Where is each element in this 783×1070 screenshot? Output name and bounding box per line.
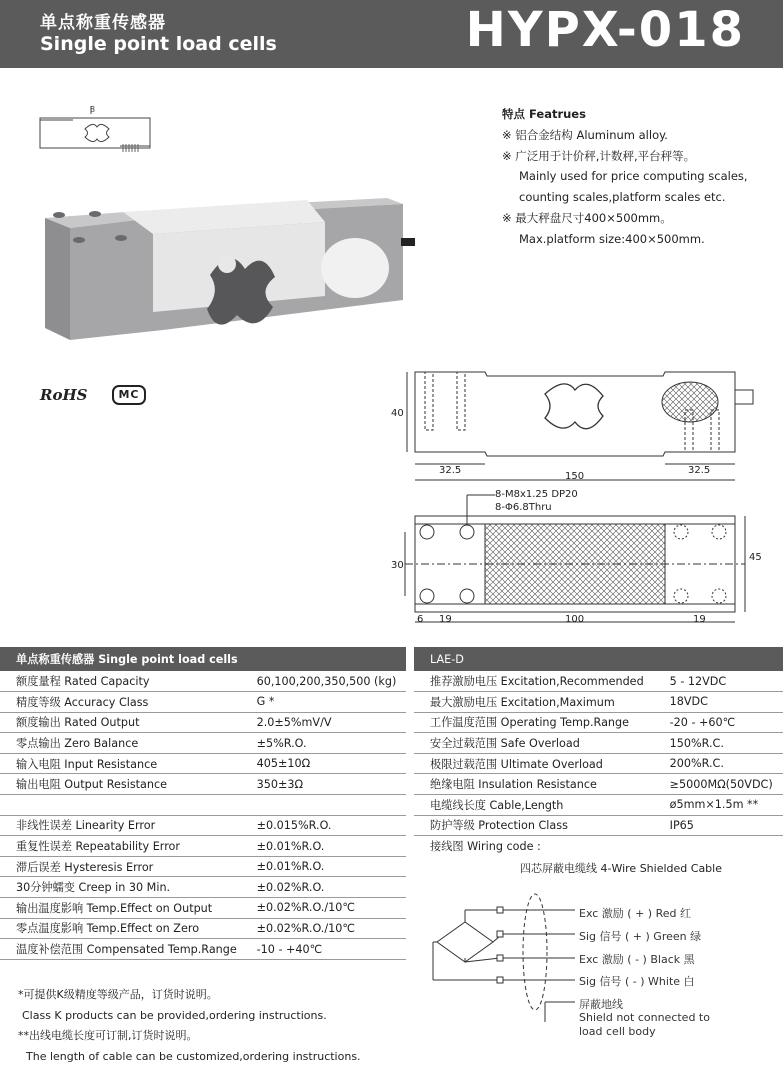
spec-label: 接线图 Wiring code : xyxy=(430,840,541,854)
spec-label: 零点输出 Zero Balance xyxy=(0,733,253,754)
table-row xyxy=(0,733,406,754)
table-row xyxy=(414,692,783,713)
spec-label: 重复性误差 Repeatability Error xyxy=(0,836,253,857)
table-row xyxy=(0,753,406,774)
spec-label: 安全过载范围 Safe Overload xyxy=(414,733,666,754)
spec-value xyxy=(253,795,406,816)
note-line: *可提供K级精度等级产品，订货时说明。 xyxy=(18,988,218,1001)
wire-sig-pos: Sig 信号 ( + ) Green 绿 xyxy=(579,930,702,943)
features-title: 特点 Featrues xyxy=(502,107,586,121)
dim-height: 40 xyxy=(391,408,404,419)
table-row xyxy=(414,753,783,774)
table-row xyxy=(0,712,406,733)
dim-bottom-6: 6 xyxy=(417,614,424,625)
features-block xyxy=(502,104,748,250)
spec-value: -10 - +40℃ xyxy=(253,939,406,960)
wire-sig-neg: Sig 信号 ( - ) White 白 xyxy=(579,975,695,988)
spec-value: IP65 xyxy=(666,815,783,836)
spec-label: 推荐激励电压 Excitation,Recommended xyxy=(414,671,666,692)
note-line: **出线电缆长度可订制,订货时说明。 xyxy=(18,1029,198,1042)
note-line: The length of cable can be customized,ordering instructions. xyxy=(26,1049,361,1063)
spec-label: 输出温度影响 Temp.Effect on Output xyxy=(0,898,253,919)
table-row xyxy=(414,795,783,816)
spec-value: ±0.02%R.O. xyxy=(253,877,406,898)
wire-exc-pos: Exc 激励 ( + ) Red 红 xyxy=(579,907,691,920)
spec-value: ≥5000MΩ(50VDC) xyxy=(666,774,783,795)
spec-value: 60,100,200,350,500 (kg) xyxy=(253,671,406,692)
rohs-logo: RoHS xyxy=(40,386,88,404)
table-header: LAE-D xyxy=(414,647,783,671)
feature-line: Mainly used for price computing scales, xyxy=(519,169,748,184)
spec-value: G * xyxy=(253,692,406,713)
table-row xyxy=(0,836,406,857)
spec-value: 150%R.C. xyxy=(666,733,783,754)
title-en: Single point load cells xyxy=(40,33,277,55)
table-row xyxy=(0,898,406,919)
spec-value: ø5mm×1.5m ** xyxy=(666,795,783,816)
feature-line: counting scales,platform scales etc. xyxy=(519,190,726,205)
spec-value: ±0.01%R.O. xyxy=(253,856,406,877)
footnotes xyxy=(18,985,361,1067)
product-illustration xyxy=(35,100,425,345)
model-number: HYPX-018 xyxy=(465,2,745,58)
thread-note: 8-M8x1.25 DP20 xyxy=(495,489,578,500)
dim-bottom-19b: 19 xyxy=(693,614,706,625)
dim-width-outer: 45 xyxy=(749,552,762,563)
spec-value: ±0.02%R.O./10℃ xyxy=(253,918,406,939)
spec-value: 200%R.C. xyxy=(666,753,783,774)
spec-table-left xyxy=(0,647,406,960)
table-row xyxy=(0,877,406,898)
spec-value: ±0.015%R.O. xyxy=(253,815,406,836)
spec-value: 5 - 12VDC xyxy=(666,671,783,692)
table-row xyxy=(414,815,783,836)
spec-label: 极限过载范围 Ultimate Overload xyxy=(414,753,666,774)
table-row xyxy=(0,795,406,816)
table-row xyxy=(0,856,406,877)
hole-note: 8-Φ6.8Thru xyxy=(495,502,552,513)
feature-line: ※ 广泛用于计价秤,计数秤,平台秤等。 xyxy=(502,148,696,163)
spec-value: 350±3Ω xyxy=(253,774,406,795)
spec-label: 输入电阻 Input Resistance xyxy=(0,753,253,774)
spec-value: 18VDC xyxy=(666,692,783,713)
spec-label: 防护等级 Protection Class xyxy=(414,815,666,836)
table-row xyxy=(414,671,783,692)
spec-label: 温度补偿范围 Compensated Temp.Range xyxy=(0,939,253,960)
spec-label: 额度输出 Rated Output xyxy=(0,712,253,733)
spec-label: 最大激励电压 Excitation,Maximum xyxy=(414,692,666,713)
spec-label: 电缆线长度 Cable,Length xyxy=(414,795,666,816)
spec-label: 绝缘电阻 Insulation Resistance xyxy=(414,774,666,795)
spec-label: 滞后误差 Hysteresis Error xyxy=(0,856,253,877)
spec-label: 非线性误差 Linearity Error xyxy=(0,815,253,836)
cable-label: 四芯屏蔽电缆线 4-Wire Shielded Cable xyxy=(520,862,722,875)
dim-right-offset: 32.5 xyxy=(688,465,711,476)
dim-length: 150 xyxy=(565,471,585,482)
table-row xyxy=(0,918,406,939)
table-row xyxy=(414,774,783,795)
spec-value xyxy=(666,836,783,857)
table-row xyxy=(0,774,406,795)
spec-label: 输出电阻 Output Resistance xyxy=(0,774,253,795)
spec-label: 精度等级 Accuracy Class xyxy=(0,692,253,713)
spec-table-right xyxy=(414,647,783,856)
table-row xyxy=(0,815,406,836)
spec-value: 2.0±5%mV/V xyxy=(253,712,406,733)
table-row xyxy=(414,733,783,754)
table-row xyxy=(0,939,406,960)
spec-value: -20 - +60℃ xyxy=(666,712,783,733)
dim-left-offset: 32.5 xyxy=(439,465,462,476)
dim-width-inner: 30 xyxy=(391,560,404,571)
shield-label-en1: Shield not connected to xyxy=(579,1011,710,1024)
spec-value: 405±10Ω xyxy=(253,753,406,774)
spec-label: 工作温度范围 Operating Temp.Range xyxy=(414,712,666,733)
note-line: Class K products can be provided,ordering instructions. xyxy=(22,1008,327,1022)
spec-label: 零点温度影响 Temp.Effect on Zero xyxy=(0,918,253,939)
spec-value: ±0.01%R.O. xyxy=(253,836,406,857)
shield-label-zh: 屏蔽地线 xyxy=(579,998,623,1011)
header-bar xyxy=(0,0,783,68)
table-row xyxy=(0,671,406,692)
dim-bottom-19a: 19 xyxy=(439,614,452,625)
spec-label xyxy=(0,795,253,816)
table-row xyxy=(414,712,783,733)
spec-value: ±5%R.O. xyxy=(253,733,406,754)
technical-drawing xyxy=(385,360,783,635)
feature-line: ※ 最大秤盘尺寸400×500mm。 xyxy=(502,210,672,225)
table-header: 单点称重传感器 Single point load cells xyxy=(0,647,406,671)
title-zh: 单点称重传感器 xyxy=(40,13,166,33)
feature-line: ※ 铝合金结构 Aluminum alloy. xyxy=(502,127,668,142)
table-row xyxy=(414,836,783,857)
feature-line: Max.platform size:400×500mm. xyxy=(519,231,705,246)
load-cell-3d xyxy=(45,198,415,340)
shield-label-en2: load cell body xyxy=(579,1025,656,1038)
table-row xyxy=(0,692,406,713)
wire-exc-neg: Exc 激励 ( - ) Black 黑 xyxy=(579,953,695,966)
cmc-logo: MC xyxy=(112,385,146,405)
dim-bottom-100: 100 xyxy=(565,614,585,625)
wiring-diagram xyxy=(425,892,580,1032)
sketch-dim: 8 xyxy=(90,105,96,114)
spec-value: ±0.02%R.O./10℃ xyxy=(253,898,406,919)
spec-label: 额度量程 Rated Capacity xyxy=(0,671,253,692)
spec-label: 30分钟蠕变 Creep in 30 Min. xyxy=(0,877,253,898)
